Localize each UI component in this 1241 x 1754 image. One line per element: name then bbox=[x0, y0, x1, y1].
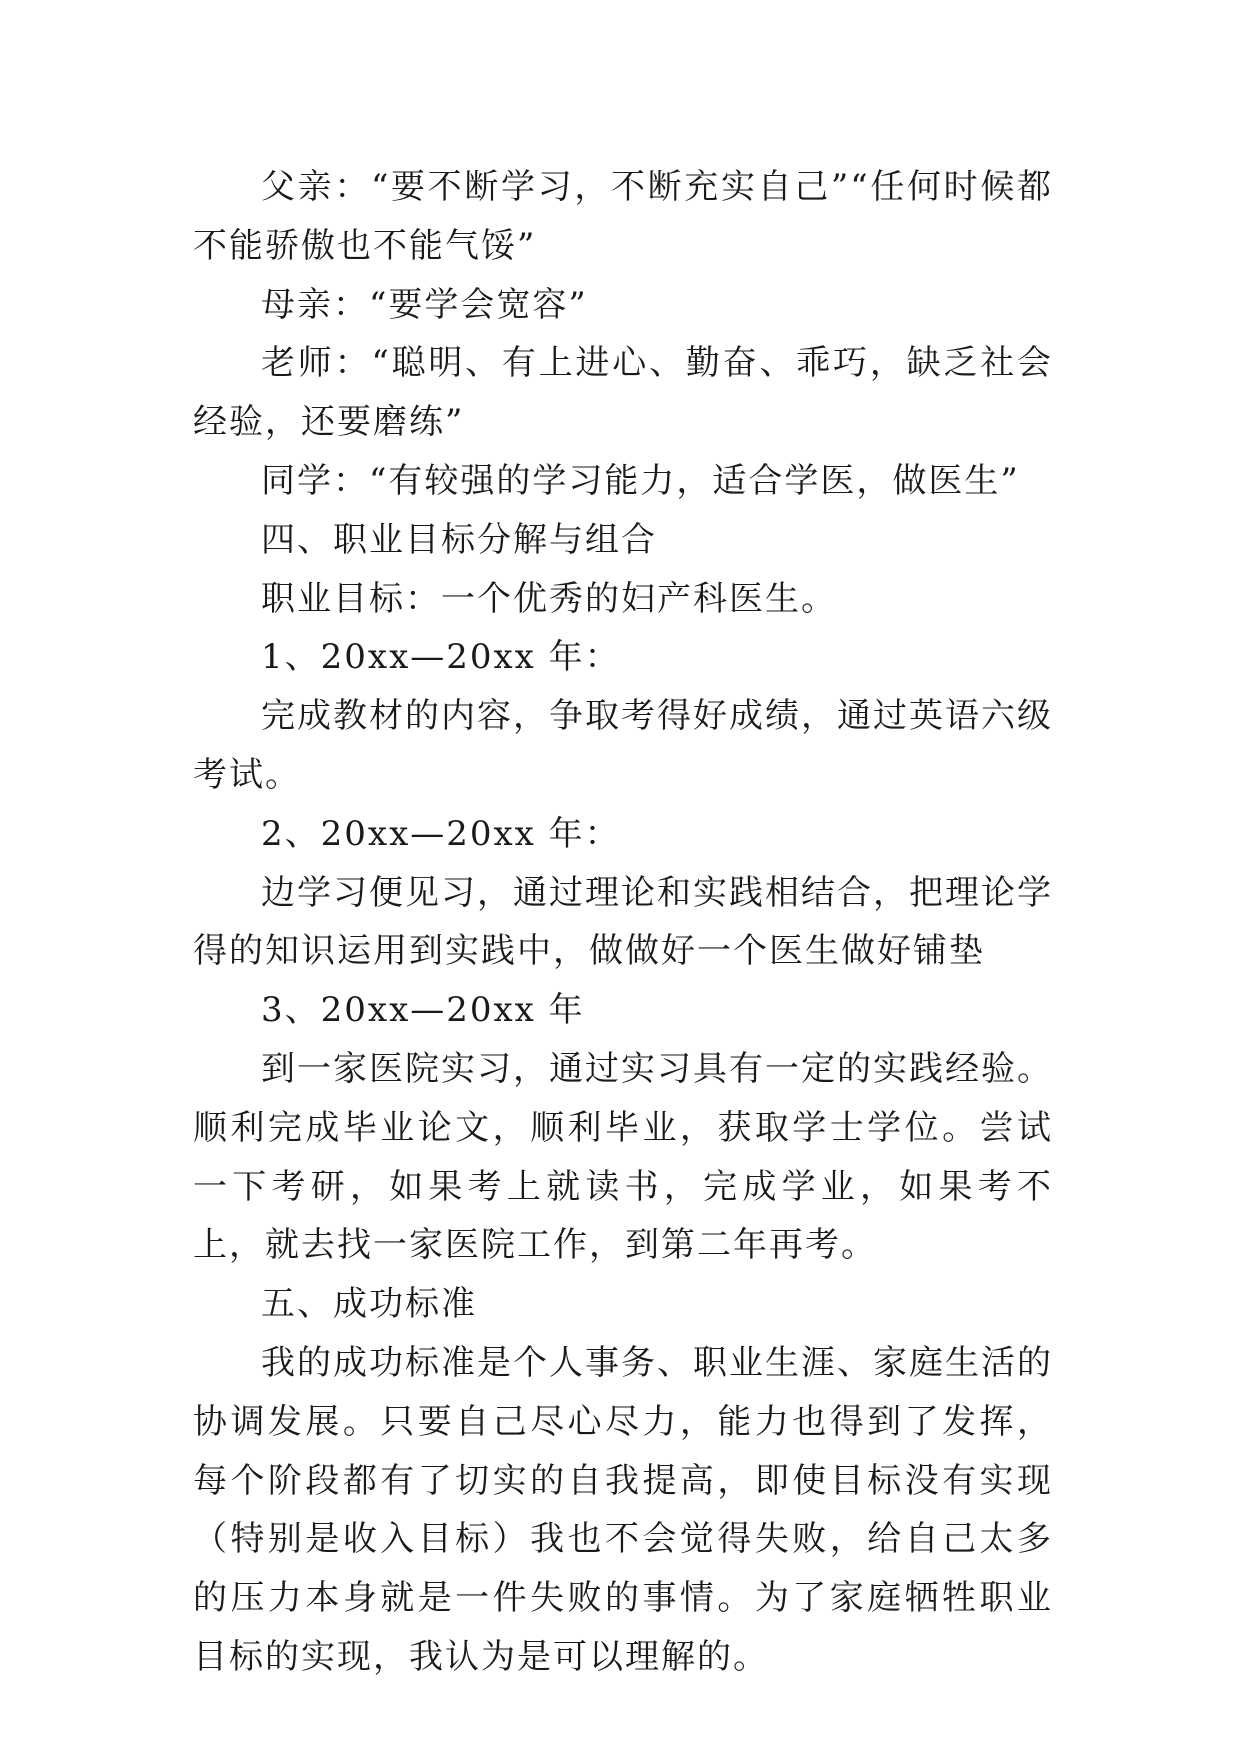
stage-3-text: 到一家医院实习，通过实习具有一定的实践经验。顺利完成毕业论文，顺利毕业，获取学士学位。尝试一下考研，如果考上就读书，完成学业，如果考不上，就去找一家医院工作，到第二年再考。 bbox=[193, 1048, 1053, 1266]
stage-2-text: 边学习便见习，通过理论和实践相结合，把理论学得的知识运用到实践中，做做好一个医生做好铺垫 bbox=[193, 872, 1053, 972]
career-goal-statement: 职业目标：一个优秀的妇产科医生。 bbox=[261, 578, 837, 619]
quote-classmate: 同学：“有较强的学习能力，适合学医，做医生” bbox=[261, 460, 1020, 501]
stage-1-text: 完成教材的内容，争取考得好成绩，通过英语六级考试。 bbox=[193, 696, 1053, 795]
section-heading-success-criteria: 五、成功标准 bbox=[261, 1284, 477, 1325]
section-heading-career-goals: 四、职业目标分解与组合 bbox=[261, 519, 657, 560]
quote-teacher: 老师：“聪明、有上进心、勤奋、乖巧，缺乏社会经验，还要磨练” bbox=[193, 343, 1053, 443]
stage-1-heading: 1、20xx—20xx 年： bbox=[261, 637, 621, 678]
stage-3-heading: 3、20xx—20xx 年 bbox=[261, 990, 585, 1031]
quote-father: 父亲：“要不断学习，不断充实自己”“任何时候都不能骄傲也不能气馁” bbox=[193, 167, 1053, 266]
success-criteria-text: 我的成功标准是个人事务、职业生涯、家庭生活的协调发展。只要自己尽心尽力，能力也得到了发挥，每个阶段都有了切实的自我提高，即使目标没有实现（特别是收入目标）我也不会觉得失败，给自己太多的压力本身就是一件失败的事情。为了家庭牺牲职业目标的实现，我认为是可以理解的。 bbox=[193, 1342, 1053, 1677]
quote-mother: 母亲：“要学会宽容” bbox=[261, 284, 588, 325]
document-body bbox=[193, 158, 1053, 1687]
stage-2-heading: 2、20xx—20xx 年： bbox=[261, 813, 621, 854]
